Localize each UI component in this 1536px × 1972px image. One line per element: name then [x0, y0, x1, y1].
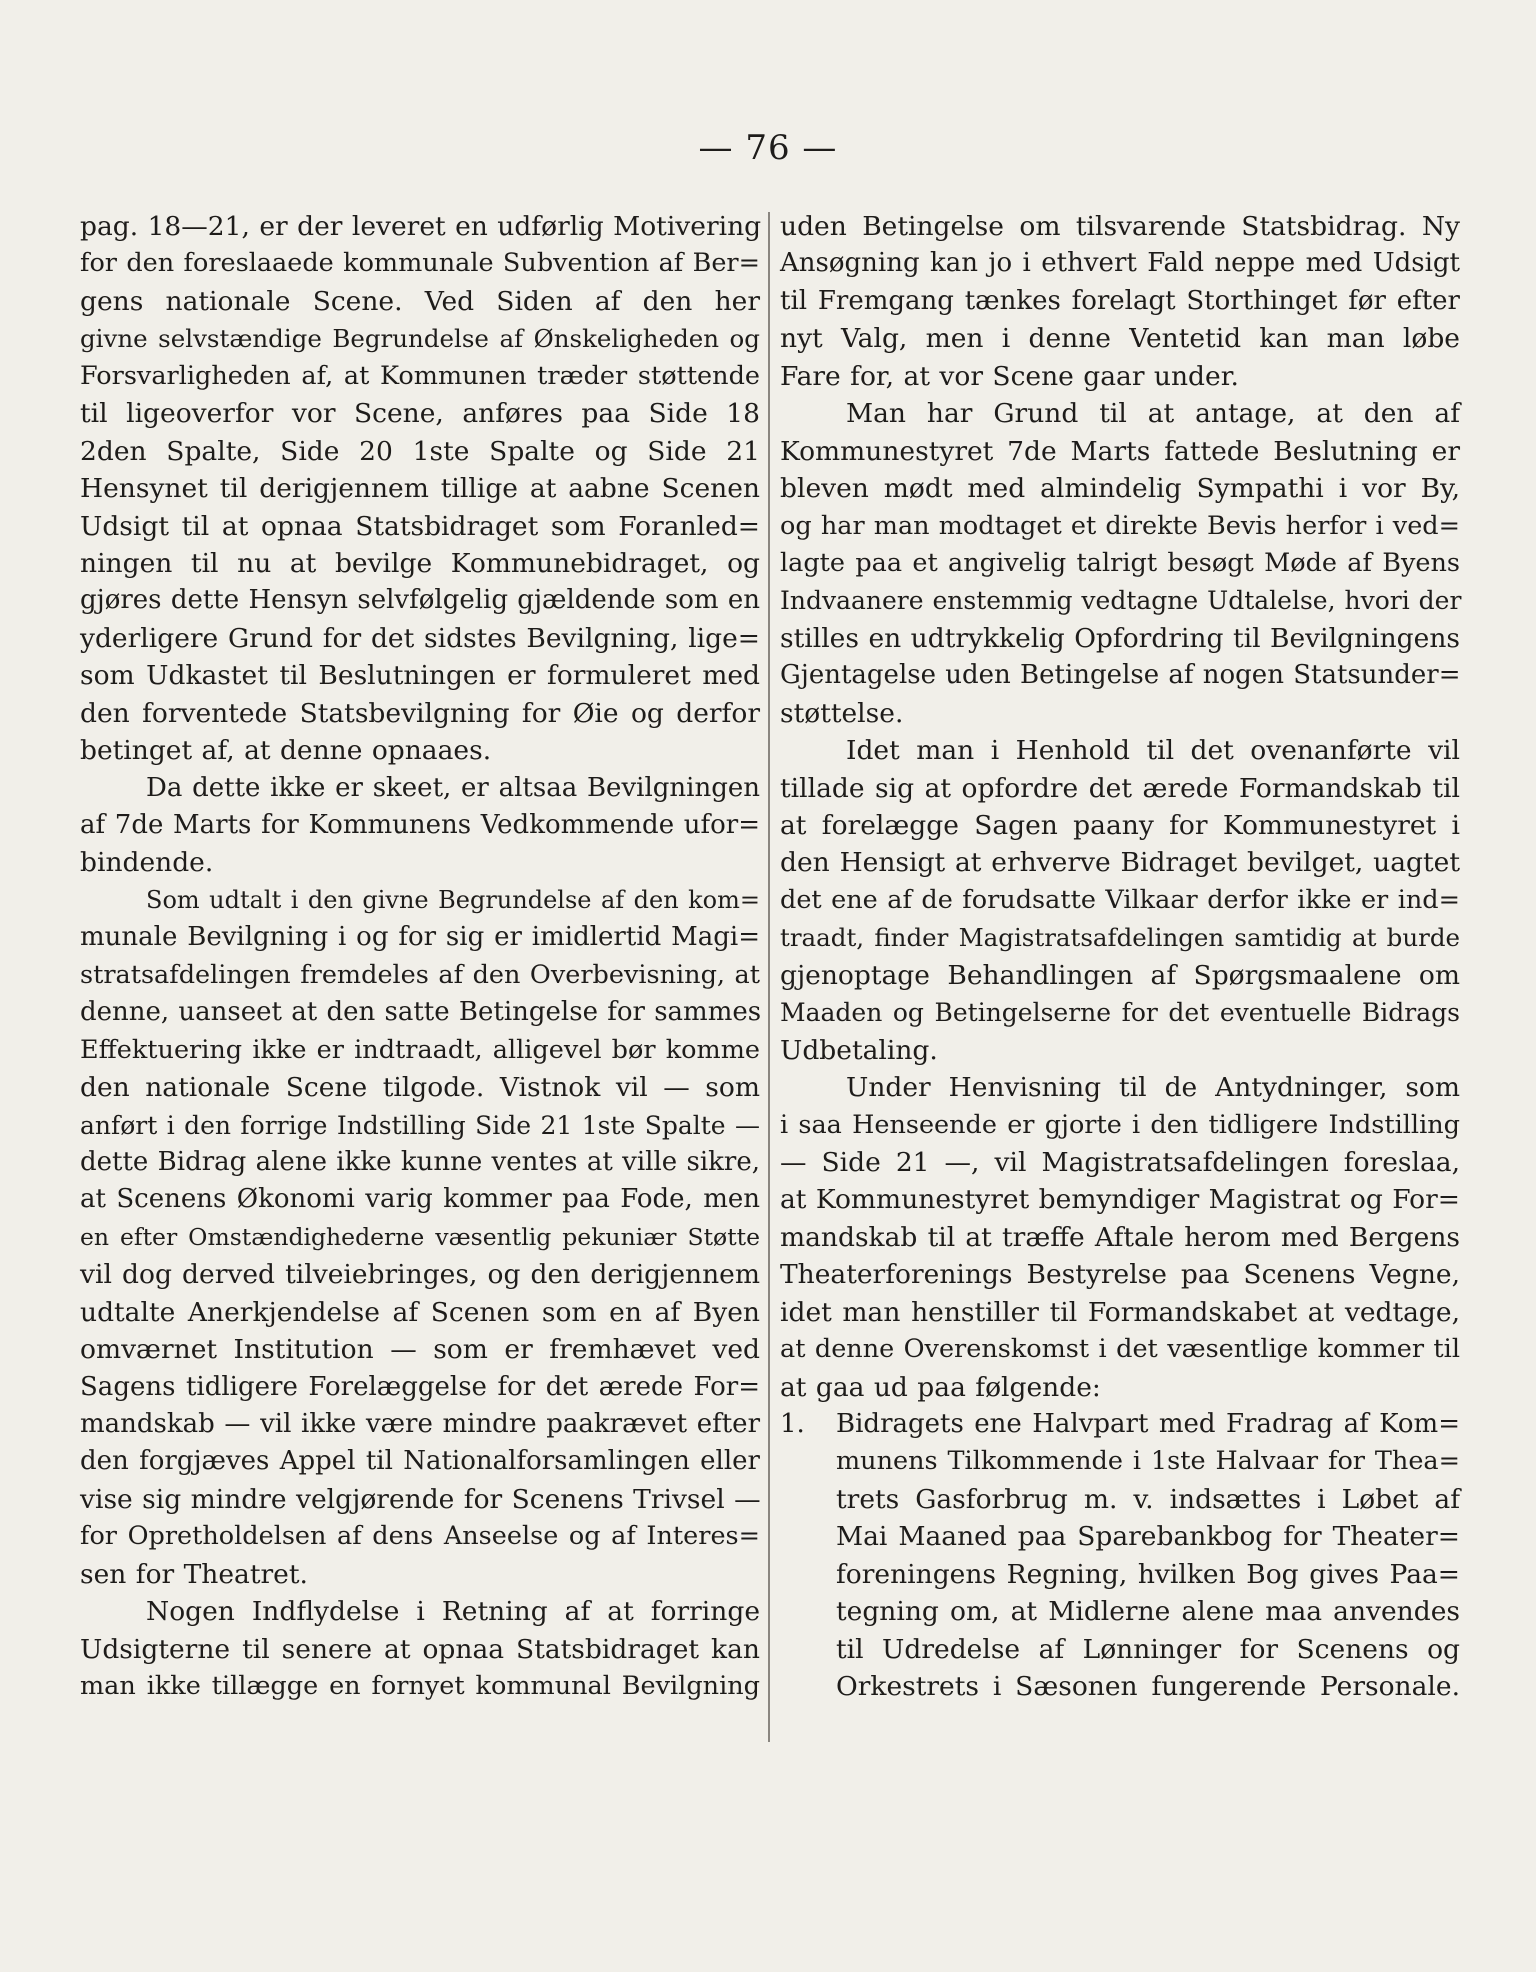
right-column-line: i saa Henseende er gjorte i den tidligere Indstilling: [780, 1109, 1460, 1140]
left-column-line: vil dog derved tilveiebringes, og den derigjennem: [80, 1259, 760, 1291]
left-column-line: man ikke tillægge en fornyet kommunal Bevilgning: [80, 1671, 760, 1702]
right-column-line: nyt Valg, men i denne Ventetid kan man løbe: [780, 323, 1460, 355]
numbered-item-line: [780, 1406, 1460, 1443]
right-column-line: bleven mødt med almindelig Sympathi i vor By,: [780, 473, 1460, 505]
left-column-line: munale Bevilgning i og for sig er imidlertid Magi=: [80, 922, 760, 953]
right-column-line: det ene af de forudsatte Vilkaar derfor ikke er ind=: [780, 884, 1460, 915]
numbered-item-text: Bidragets ene Halvpart med Fradrag af Kom=: [836, 1409, 1460, 1439]
right-column-line: uden Betingelse om tilsvarende Statsbidrag. Ny: [780, 211, 1460, 242]
left-column-line: Sagens tidligere Forelæggelse for det ærede For=: [80, 1371, 760, 1402]
left-column-line: Udsigt til at opnaa Statsbidraget som Foranled=: [80, 510, 760, 542]
right-column-line: traadt, finder Magistratsafdelingen samtidig at burde: [780, 923, 1460, 953]
left-column-line: Forsvarligheden af, at Kommunen træder støttende: [80, 360, 760, 391]
left-column-line: sen for Theatret.: [80, 1558, 308, 1590]
left-column-line: omværnet Institution — som er fremhævet ved: [80, 1334, 760, 1366]
left-column-line: bindende.: [80, 847, 214, 879]
left-column-line: givne selvstændige Begrundelse af Ønskeligheden og: [80, 324, 760, 354]
column-divider: [768, 212, 770, 1742]
right-column-line: at gaa ud paa følgende:: [780, 1371, 1101, 1403]
left-column-line: gjøres dette Hensyn selvfølgelig gjældende som en: [80, 585, 760, 616]
page-number: — 76 —: [698, 128, 838, 168]
right-column-line: Theaterforenings Bestyrelse paa Scenens Vegne,: [780, 1259, 1460, 1291]
left-column-line: Nogen Indflydelse i Retning af at forringe: [146, 1596, 760, 1628]
numbered-item-line: til Udredelse af Lønninger for Scenens og: [836, 1633, 1460, 1665]
numbered-item-line: tegning om, at Midlerne alene maa anvendes: [836, 1596, 1460, 1628]
left-column-line: Da dette ikke er skeet, er altsaa Bevilgningen: [146, 772, 760, 803]
left-column-line: for den foreslaaede kommunale Subvention af Ber=: [80, 248, 760, 279]
right-column-line: Idet man i Henhold til det ovenanførte vil: [846, 735, 1460, 767]
left-column-line: til ligeoverfor vor Scene, anføres paa Side 18: [80, 398, 760, 430]
left-column-line: ningen til nu at bevilge Kommunebidraget, og: [80, 547, 760, 579]
numbered-item-number: 1.: [780, 1409, 805, 1439]
left-column-line: den nationale Scene tilgode. Vistnok vil — som: [80, 1072, 760, 1104]
left-column-line: Hensynet til derigjennem tillige at aabne Scenen: [80, 473, 760, 505]
right-column-line: Man har Grund til at antage, at den af: [846, 398, 1460, 430]
right-column-line: Udbetaling.: [780, 1034, 938, 1066]
left-column-line: at Scenens Økonomi varig kommer paa Fode, men: [80, 1184, 760, 1215]
left-column-line: udtalte Anerkjendelse af Scenen som en af Byen: [80, 1296, 760, 1328]
left-column-line: som Udkastet til Beslutningen er formuleret med: [80, 660, 760, 692]
right-column-line: Kommunestyret 7de Marts fattede Beslutning er: [780, 435, 1460, 467]
left-column-line: den forgjæves Appel til Nationalforsamlingen eller: [80, 1446, 760, 1477]
right-column-line: Maaden og Betingelserne for det eventuelle Bidrags: [780, 998, 1460, 1028]
left-column-line: 2den Spalte, Side 20 1ste Spalte og Side 21: [80, 435, 760, 467]
left-column-line: Effektuering ikke er indtraadt, alligevel bør komme: [80, 1034, 760, 1065]
numbered-item-line: Mai Maaned paa Sparebankbog for Theater=: [836, 1521, 1460, 1553]
left-column-line: dette Bidrag alene ikke kunne ventes at ville sikre,: [80, 1146, 760, 1177]
right-column-line: Gjentagelse uden Betingelse af nogen Statsunder=: [780, 660, 1461, 691]
left-column-line: denne, uanseet at den satte Betingelse for sammes: [80, 997, 762, 1028]
right-column-line: — Side 21 —, vil Magistratsafdelingen foreslaa,: [780, 1146, 1460, 1178]
numbered-item-line: foreningens Regning, hvilken Bog gives Paa=: [836, 1558, 1460, 1590]
left-column-line: den forventede Statsbevilgning for Øie og derfor: [80, 697, 760, 729]
right-column-line: og har man modtaget et direkte Bevis herfor i ved=: [780, 510, 1460, 541]
right-column-line: gjenoptage Behandlingen af Spørgsmaalene om: [780, 959, 1460, 991]
left-column-line: en efter Omstændighederne væsentlig pekuniær Støtte: [80, 1222, 760, 1251]
right-column-line: at denne Overenskomst i det væsentlige kommer til: [780, 1334, 1460, 1365]
right-column-line: at Kommunestyret bemyndiger Magistrat og For=: [780, 1184, 1460, 1216]
left-column-line: stratsafdelingen fremdeles af den Overbevisning, at: [80, 959, 760, 990]
right-column-line: lagte paa et angivelig talrigt besøgt Møde af Byens: [780, 547, 1460, 578]
left-column-line: pag. 18—21, er der leveret en udførlig Motivering: [80, 211, 762, 242]
left-column-line: anført i den forrige Indstilling Side 21 1ste Spalte —: [80, 1110, 760, 1140]
right-column-line: Indvaanere enstemmig vedtagne Udtalelse, hvori der: [780, 586, 1462, 616]
right-column-line: Ansøgning kan jo i ethvert Fald neppe med Udsigt: [780, 248, 1460, 279]
right-column-line: tillade sig at opfordre det ærede Formandskab til: [780, 772, 1460, 804]
left-column-line: betinget af, at denne opnaaes.: [80, 735, 492, 767]
left-column-line: for Opretholdelsen af dens Anseelse og af Interes=: [80, 1521, 760, 1552]
left-column-line: vise sig mindre velgjørende for Scenens Trivsel —: [80, 1483, 761, 1515]
right-column-line: til Fremgang tænkes forelagt Storthinget før efter: [780, 285, 1460, 316]
left-column-line: yderligere Grund for det sidstes Bevilgning, lige=: [80, 622, 760, 654]
right-column-line: Under Henvisning til de Antydninger, som: [846, 1072, 1460, 1104]
right-column-line: støttelse.: [780, 697, 904, 729]
right-column-line: den Hensigt at erhverve Bidraget bevilget, uagtet: [780, 847, 1460, 879]
right-column: [780, 208, 1460, 1706]
right-column-line: at forelægge Sagen paany for Kommunestyret i: [780, 810, 1460, 841]
right-column-line: idet man henstiller til Formandskabet at vedtage,: [780, 1296, 1460, 1328]
left-column-line: Som udtalt i den givne Begrundelse af den kom=: [146, 885, 760, 914]
left-column-line: gens nationale Scene. Ved Siden af den her: [80, 285, 760, 317]
left-column-line: mandskab — vil ikke være mindre paakrævet efter: [80, 1409, 760, 1439]
right-column-line: mandskab til at træffe Aftale herom med Bergens: [780, 1221, 1460, 1253]
numbered-item-line: trets Gasforbrug m. v. indsættes i Løbet af: [836, 1483, 1460, 1515]
right-column-line: stilles en udtrykkelig Opfordring til Bevilgningens: [780, 622, 1460, 654]
left-column-line: af 7de Marts for Kommunens Vedkommende ufor=: [80, 810, 760, 840]
right-column-line: Fare for, at vor Scene gaar under.: [780, 360, 1239, 392]
numbered-item-line: munens Tilkommende i 1ste Halvaar for Thea=: [836, 1446, 1460, 1477]
left-column: [80, 208, 760, 1706]
left-column-line: Udsigterne til senere at opnaa Statsbidraget kan: [80, 1633, 760, 1665]
numbered-item-line: Orkestrets i Sæsonen fungerende Personale.: [836, 1671, 1460, 1703]
